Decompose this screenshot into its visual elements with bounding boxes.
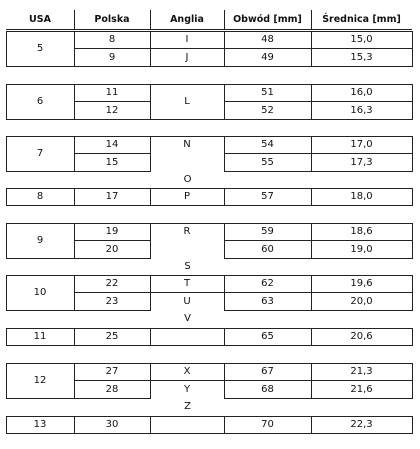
circumference-cell: 65: [261, 331, 274, 343]
anglia-size-cell: I: [185, 34, 189, 46]
diameter-cell: 18,6: [350, 226, 373, 238]
anglia-size-cell: N: [183, 139, 191, 151]
header-polska: Polska: [94, 14, 130, 25]
anglia-size-cell: O: [151, 170, 224, 188]
anglia-size-cell: X: [183, 366, 191, 378]
polska-size-cell: 30: [105, 419, 119, 431]
circumference-cell: 54: [261, 139, 274, 151]
anglia-size-cell: J: [185, 51, 189, 63]
circumference-cell: 63: [261, 295, 274, 307]
polska-size-cell: 17: [105, 191, 119, 203]
diameter-cell: 20,0: [350, 295, 373, 307]
header-srednica: Średnica [mm]: [322, 14, 401, 25]
diameter-cell: 22,3: [350, 419, 373, 431]
rule-line: [412, 188, 413, 206]
polska-size-cell: 14: [105, 139, 119, 151]
polska-size-cell: 20: [105, 243, 119, 255]
usa-size-cell: 7: [36, 147, 44, 159]
circumference-cell: 48: [261, 34, 274, 46]
anglia-size-cell: S: [151, 257, 224, 275]
circumference-cell: 67: [261, 366, 274, 378]
polska-size-cell: 19: [105, 226, 119, 238]
rule-line: [150, 416, 151, 434]
usa-size-cell: 8: [36, 191, 44, 203]
diameter-cell: 16,0: [350, 87, 373, 99]
anglia-size-cell: L: [184, 95, 190, 107]
anglia-size-cell: Y: [183, 383, 191, 395]
circumference-cell: 70: [261, 419, 274, 431]
diameter-cell: 17,0: [350, 139, 373, 151]
circumference-cell: 49: [261, 51, 274, 63]
header-obwod: Obwód [mm]: [233, 14, 302, 25]
rule-line: [412, 328, 413, 346]
rule-line: [412, 136, 413, 172]
rule-line: [6, 29, 412, 30]
diameter-cell: 20,6: [350, 331, 373, 343]
polska-size-cell: 15: [105, 156, 119, 168]
rule-line: [6, 119, 412, 120]
polska-size-cell: 23: [105, 295, 119, 307]
rule-line: [6, 345, 412, 346]
circumference-cell: 55: [261, 156, 274, 168]
polska-size-cell: 27: [105, 366, 119, 378]
usa-size-cell: 5: [36, 42, 44, 54]
polska-size-cell: 25: [105, 331, 119, 343]
polska-size-cell: 28: [105, 383, 119, 395]
rule-line: [6, 433, 412, 434]
anglia-size-cell: U: [183, 295, 191, 307]
rule-line: [412, 31, 413, 67]
polska-size-cell: 22: [105, 278, 119, 290]
diameter-cell: 16,3: [350, 104, 373, 116]
circumference-cell: 51: [261, 87, 274, 99]
circumference-cell: 62: [261, 278, 274, 290]
circumference-cell: 60: [261, 243, 274, 255]
anglia-size-cell: R: [183, 226, 191, 238]
circumference-cell: 59: [261, 226, 274, 238]
anglia-size-cell: P: [183, 191, 191, 203]
circumference-cell: 52: [261, 104, 274, 116]
usa-size-cell: 6: [36, 95, 44, 107]
diameter-cell: 19,6: [350, 278, 373, 290]
rule-line: [74, 10, 75, 29]
circumference-cell: 68: [261, 383, 274, 395]
rule-line: [150, 328, 151, 346]
diameter-cell: 15,0: [350, 34, 373, 46]
anglia-size-cell: T: [183, 278, 191, 290]
usa-size-cell: 12: [33, 374, 47, 386]
circumference-cell: 57: [261, 191, 274, 203]
rule-line: [311, 10, 312, 29]
diameter-cell: 18,0: [350, 191, 373, 203]
polska-size-cell: 12: [105, 104, 119, 116]
rule-line: [6, 66, 412, 67]
header-anglia: Anglia: [170, 14, 204, 25]
rule-line: [6, 205, 412, 206]
anglia-size-cell: V: [151, 310, 224, 328]
usa-size-cell: 9: [36, 234, 44, 246]
rule-line: [412, 84, 413, 120]
polska-size-cell: 11: [105, 87, 119, 99]
diameter-cell: 21,6: [350, 383, 373, 395]
rule-line: [224, 10, 225, 29]
polska-size-cell: 8: [108, 34, 116, 46]
usa-size-cell: 13: [33, 419, 47, 431]
rule-line: [412, 363, 413, 399]
diameter-cell: 15,3: [350, 51, 373, 63]
rule-line: [150, 10, 151, 29]
rule-line: [412, 275, 413, 311]
rule-line: [412, 416, 413, 434]
usa-size-cell: 10: [33, 286, 47, 298]
polska-size-cell: 9: [108, 51, 116, 63]
diameter-cell: 19,0: [350, 243, 373, 255]
rule-line: [412, 223, 413, 259]
diameter-cell: 21,3: [350, 366, 373, 378]
usa-size-cell: 11: [33, 331, 47, 343]
anglia-size-cell: Z: [151, 398, 224, 416]
diameter-cell: 17,3: [350, 156, 373, 168]
header-usa: USA: [29, 14, 51, 25]
